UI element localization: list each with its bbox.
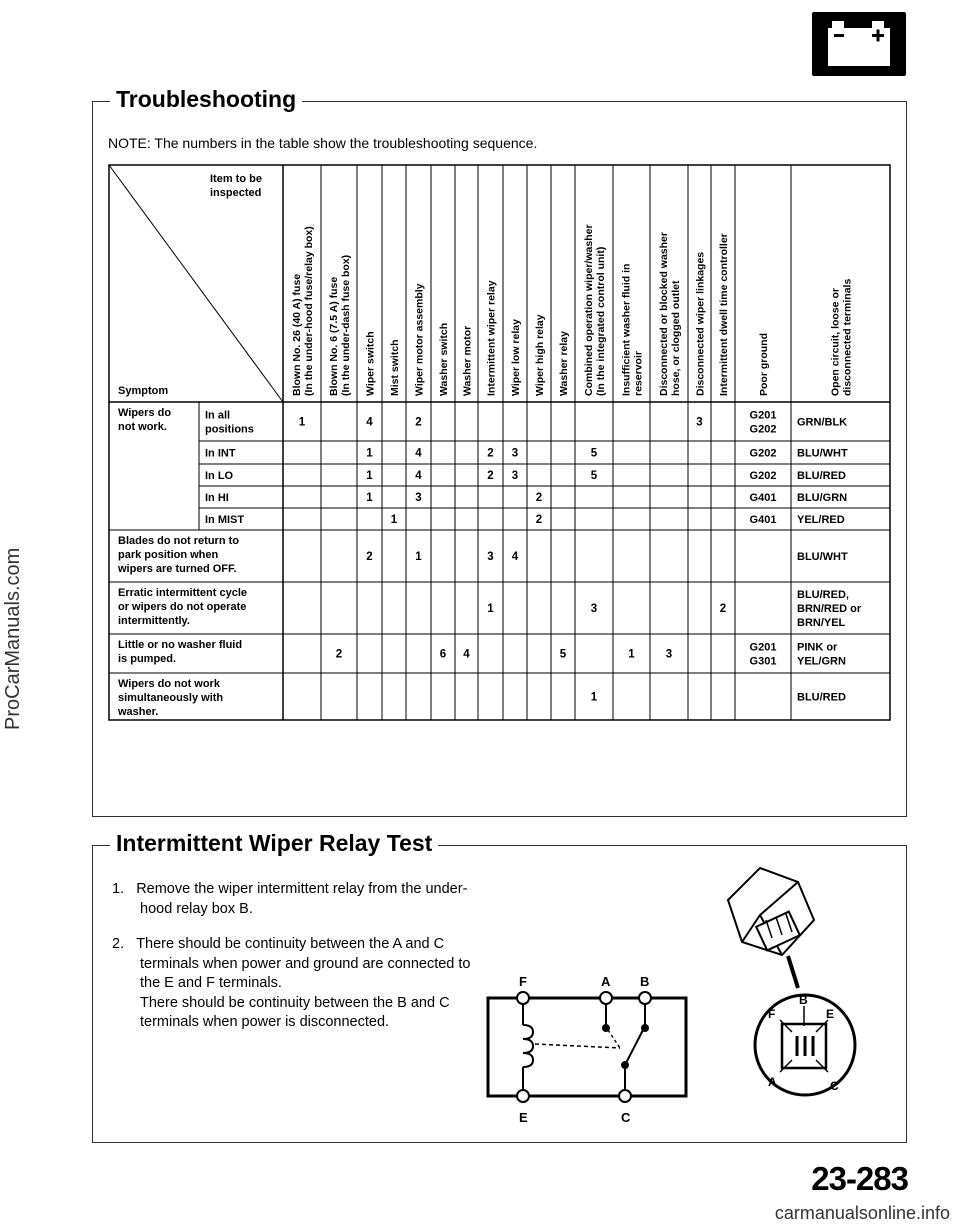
side-watermark: ProCarManuals.com	[2, 547, 24, 730]
bottom-watermark: carmanualsonline.info	[774, 1203, 950, 1223]
sequence-number: 5	[559, 648, 567, 661]
item-header-1-line-1: (In the under-dash fuse box)	[340, 254, 352, 396]
item-header-14-line-0: Disconnected wiper linkages	[694, 251, 707, 396]
condition-text: In INT	[205, 447, 236, 460]
relay-test-steps	[112, 880, 482, 1049]
terminal-b	[639, 992, 651, 1004]
terminal-f	[517, 992, 529, 1004]
condition-text: positions	[205, 423, 254, 436]
sequence-number: 2	[487, 470, 494, 482]
sequence-number: 4	[463, 648, 470, 661]
item-header-0-line-1: (In the under-hood fuse/relay box)	[303, 226, 315, 396]
step-2b-text: There should be continuity between the B and C terminals when power is disconnected.	[140, 994, 450, 1030]
header-item-label: inspected	[210, 187, 262, 199]
symptom-text: Erratic intermittent cycle	[118, 587, 247, 599]
item-header-15-line-0: Intermittent dwell time controller	[718, 233, 730, 396]
symptom-text: Little or no washer fluid	[118, 639, 243, 651]
sequence-number: 2	[335, 648, 343, 661]
item-header-8-line-0: Wiper low relay	[510, 319, 522, 396]
sequence-number: 4	[415, 470, 422, 482]
item-header-17-line-1: disconnected terminals	[841, 278, 854, 396]
sequence-number: 3	[696, 416, 703, 429]
header-item-label: Item to be	[210, 173, 262, 185]
table-border	[109, 165, 890, 720]
step-1-number: 1.	[112, 881, 125, 897]
sequence-number: 4	[511, 551, 519, 563]
condition-text: In HI	[205, 492, 229, 504]
item-header-11-line-1: (In the integrated control unit)	[595, 246, 607, 396]
ground-location: G201	[749, 409, 777, 422]
schematic-label-c: C	[621, 1110, 631, 1125]
terminal-c	[619, 1090, 631, 1102]
sequence-number: 5	[590, 470, 598, 482]
item-header-4-line-0: Wiper motor assembly	[413, 283, 426, 396]
relay-coil	[523, 1025, 533, 1067]
connector-label-b: B	[799, 993, 808, 1007]
sequence-number: 3	[590, 603, 598, 615]
item-header-13-line-1: hose, or clogged outlet	[670, 280, 682, 396]
sequence-number: 2	[535, 514, 543, 526]
troubleshooting-title: Troubleshooting	[110, 86, 302, 113]
ground-location: G202	[749, 470, 777, 482]
sequence-number: 1	[366, 470, 373, 482]
step-2-text: There should be continuity between the A and C terminals when power and ground are connected to the E and F terminals.	[136, 936, 471, 991]
ground-location: G401	[749, 514, 777, 526]
wire-color: GRN/BLK	[797, 416, 848, 429]
connector-label-f: F	[768, 1007, 776, 1021]
wire-color: BLU/RED,	[797, 589, 849, 601]
sequence-number: 2	[415, 416, 422, 429]
schematic-label-b: B	[640, 974, 650, 989]
item-header-1-line-0: Blown No. 6 (7.5 A) fuse	[328, 276, 340, 396]
item-header-5-line-0: Washer switch	[438, 322, 450, 396]
condition-text: In MIST	[205, 514, 245, 526]
ground-location: G201	[749, 641, 777, 654]
wire-color: YEL/RED	[797, 514, 845, 526]
wire-color: BRN/YEL	[797, 617, 846, 629]
relay-contact-arm	[625, 1030, 643, 1065]
item-header-10-line-0: Washer relay	[558, 331, 570, 396]
wire-color: BLU/GRN	[797, 492, 848, 504]
symptom-text: or wipers do not operate	[118, 601, 247, 613]
sequence-number: 1	[628, 648, 635, 661]
header-symptom-label: Symptom	[118, 385, 169, 397]
sequence-number: 2	[487, 447, 494, 460]
sequence-number: 3	[511, 470, 519, 482]
step-2-continued	[112, 994, 482, 1033]
sequence-number: 4	[366, 416, 373, 429]
relay-body	[728, 868, 814, 955]
connector-label-e: E	[826, 1007, 835, 1021]
sequence-number: 1	[298, 416, 306, 429]
condition-text: In LO	[205, 470, 234, 482]
sequence-number: 1	[590, 691, 598, 704]
item-header-7-line-0: Intermittent wiper relay	[485, 280, 498, 396]
wire-color: BLU/RED	[797, 691, 846, 704]
sequence-number: 5	[590, 447, 598, 460]
terminal-e	[517, 1090, 529, 1102]
schematic-label-a: A	[601, 974, 611, 989]
item-header-16-line-0: Poor ground	[758, 333, 770, 396]
step-1-text: Remove the wiper intermittent relay from the under-hood relay box B.	[136, 881, 468, 917]
symptom-text: simultaneously with	[118, 692, 224, 704]
sequence-number: 2	[366, 551, 373, 563]
step-2-number: 2.	[112, 936, 125, 952]
symptom-text: Blades do not return to	[118, 535, 239, 547]
sequence-number: 3	[511, 447, 519, 460]
item-header-12-line-1: reservoir	[632, 351, 645, 396]
sequence-number: 3	[415, 492, 422, 504]
relay-connector-drawing	[720, 860, 880, 1110]
ground-location: G301	[749, 655, 777, 668]
sequence-number: 4	[415, 447, 422, 460]
connector-label-a: A	[768, 1075, 777, 1089]
connector-label-c: C	[830, 1079, 839, 1093]
item-header-13-line-0: Disconnected or blocked washer	[658, 232, 670, 396]
sequence-number: 3	[487, 551, 494, 563]
sequence-number: 1	[390, 514, 398, 526]
symptom-text: wipers are turned OFF.	[118, 563, 237, 575]
sequence-number: 1	[415, 551, 422, 563]
sequence-number: 1	[366, 447, 373, 460]
ground-location: G401	[749, 492, 777, 504]
symptom-text: is pumped.	[118, 653, 177, 665]
item-header-9-line-0: Wiper high relay	[534, 314, 546, 396]
wire-color: BLU/WHT	[797, 447, 848, 460]
troubleshooting-note: NOTE: The numbers in the table show the troubleshooting sequence.	[108, 135, 538, 151]
wire-color: PINK or	[797, 641, 838, 654]
item-header-11-line-0: Combined operation wiper/washer	[583, 224, 595, 396]
item-header-0-line-0: Blown No. 26 (40 A) fuse	[291, 273, 303, 396]
relay-test-title: Intermittent Wiper Relay Test	[110, 830, 438, 857]
terminal-a	[600, 992, 612, 1004]
sequence-number: 1	[487, 603, 494, 615]
item-header-6-line-0: Washer motor	[461, 325, 474, 396]
sequence-number: 6	[439, 648, 447, 661]
symptom-text: not work.	[118, 421, 167, 433]
ground-location: G202	[749, 447, 777, 460]
symptom-text: Wipers do not work	[118, 678, 220, 690]
symptom-text: Wipers do	[118, 407, 172, 419]
sequence-number: 2	[719, 603, 727, 615]
item-header-17-line-0: Open circuit, loose or	[829, 288, 842, 396]
sequence-number: 3	[665, 648, 673, 661]
sequence-number: 1	[366, 492, 373, 504]
ground-location: G202	[749, 423, 777, 436]
wire-color: BLU/RED	[797, 470, 846, 482]
condition-text: In all	[205, 409, 231, 422]
schematic-label-f: F	[519, 974, 527, 989]
relay-schematic	[480, 970, 700, 1130]
wire-color: YEL/GRN	[797, 655, 846, 668]
item-header-12-line-0: Insufficient washer fluid in	[620, 263, 633, 396]
item-header-3-line-0: Mist switch	[389, 339, 401, 396]
item-header-2-line-0: Wiper switch	[364, 331, 377, 396]
step-2	[112, 935, 482, 994]
page-number: 23-283	[811, 1160, 908, 1197]
step-1	[112, 880, 482, 919]
symptom-text: intermittently.	[118, 615, 190, 627]
symptom-text: park position when	[118, 549, 219, 561]
wire-color: BLU/WHT	[797, 551, 848, 563]
header-diagonal	[109, 165, 283, 402]
symptom-text: washer.	[118, 706, 159, 718]
sequence-number: 2	[535, 492, 543, 504]
schematic-label-e: E	[519, 1110, 528, 1125]
wire-color: BRN/RED or	[797, 603, 862, 615]
